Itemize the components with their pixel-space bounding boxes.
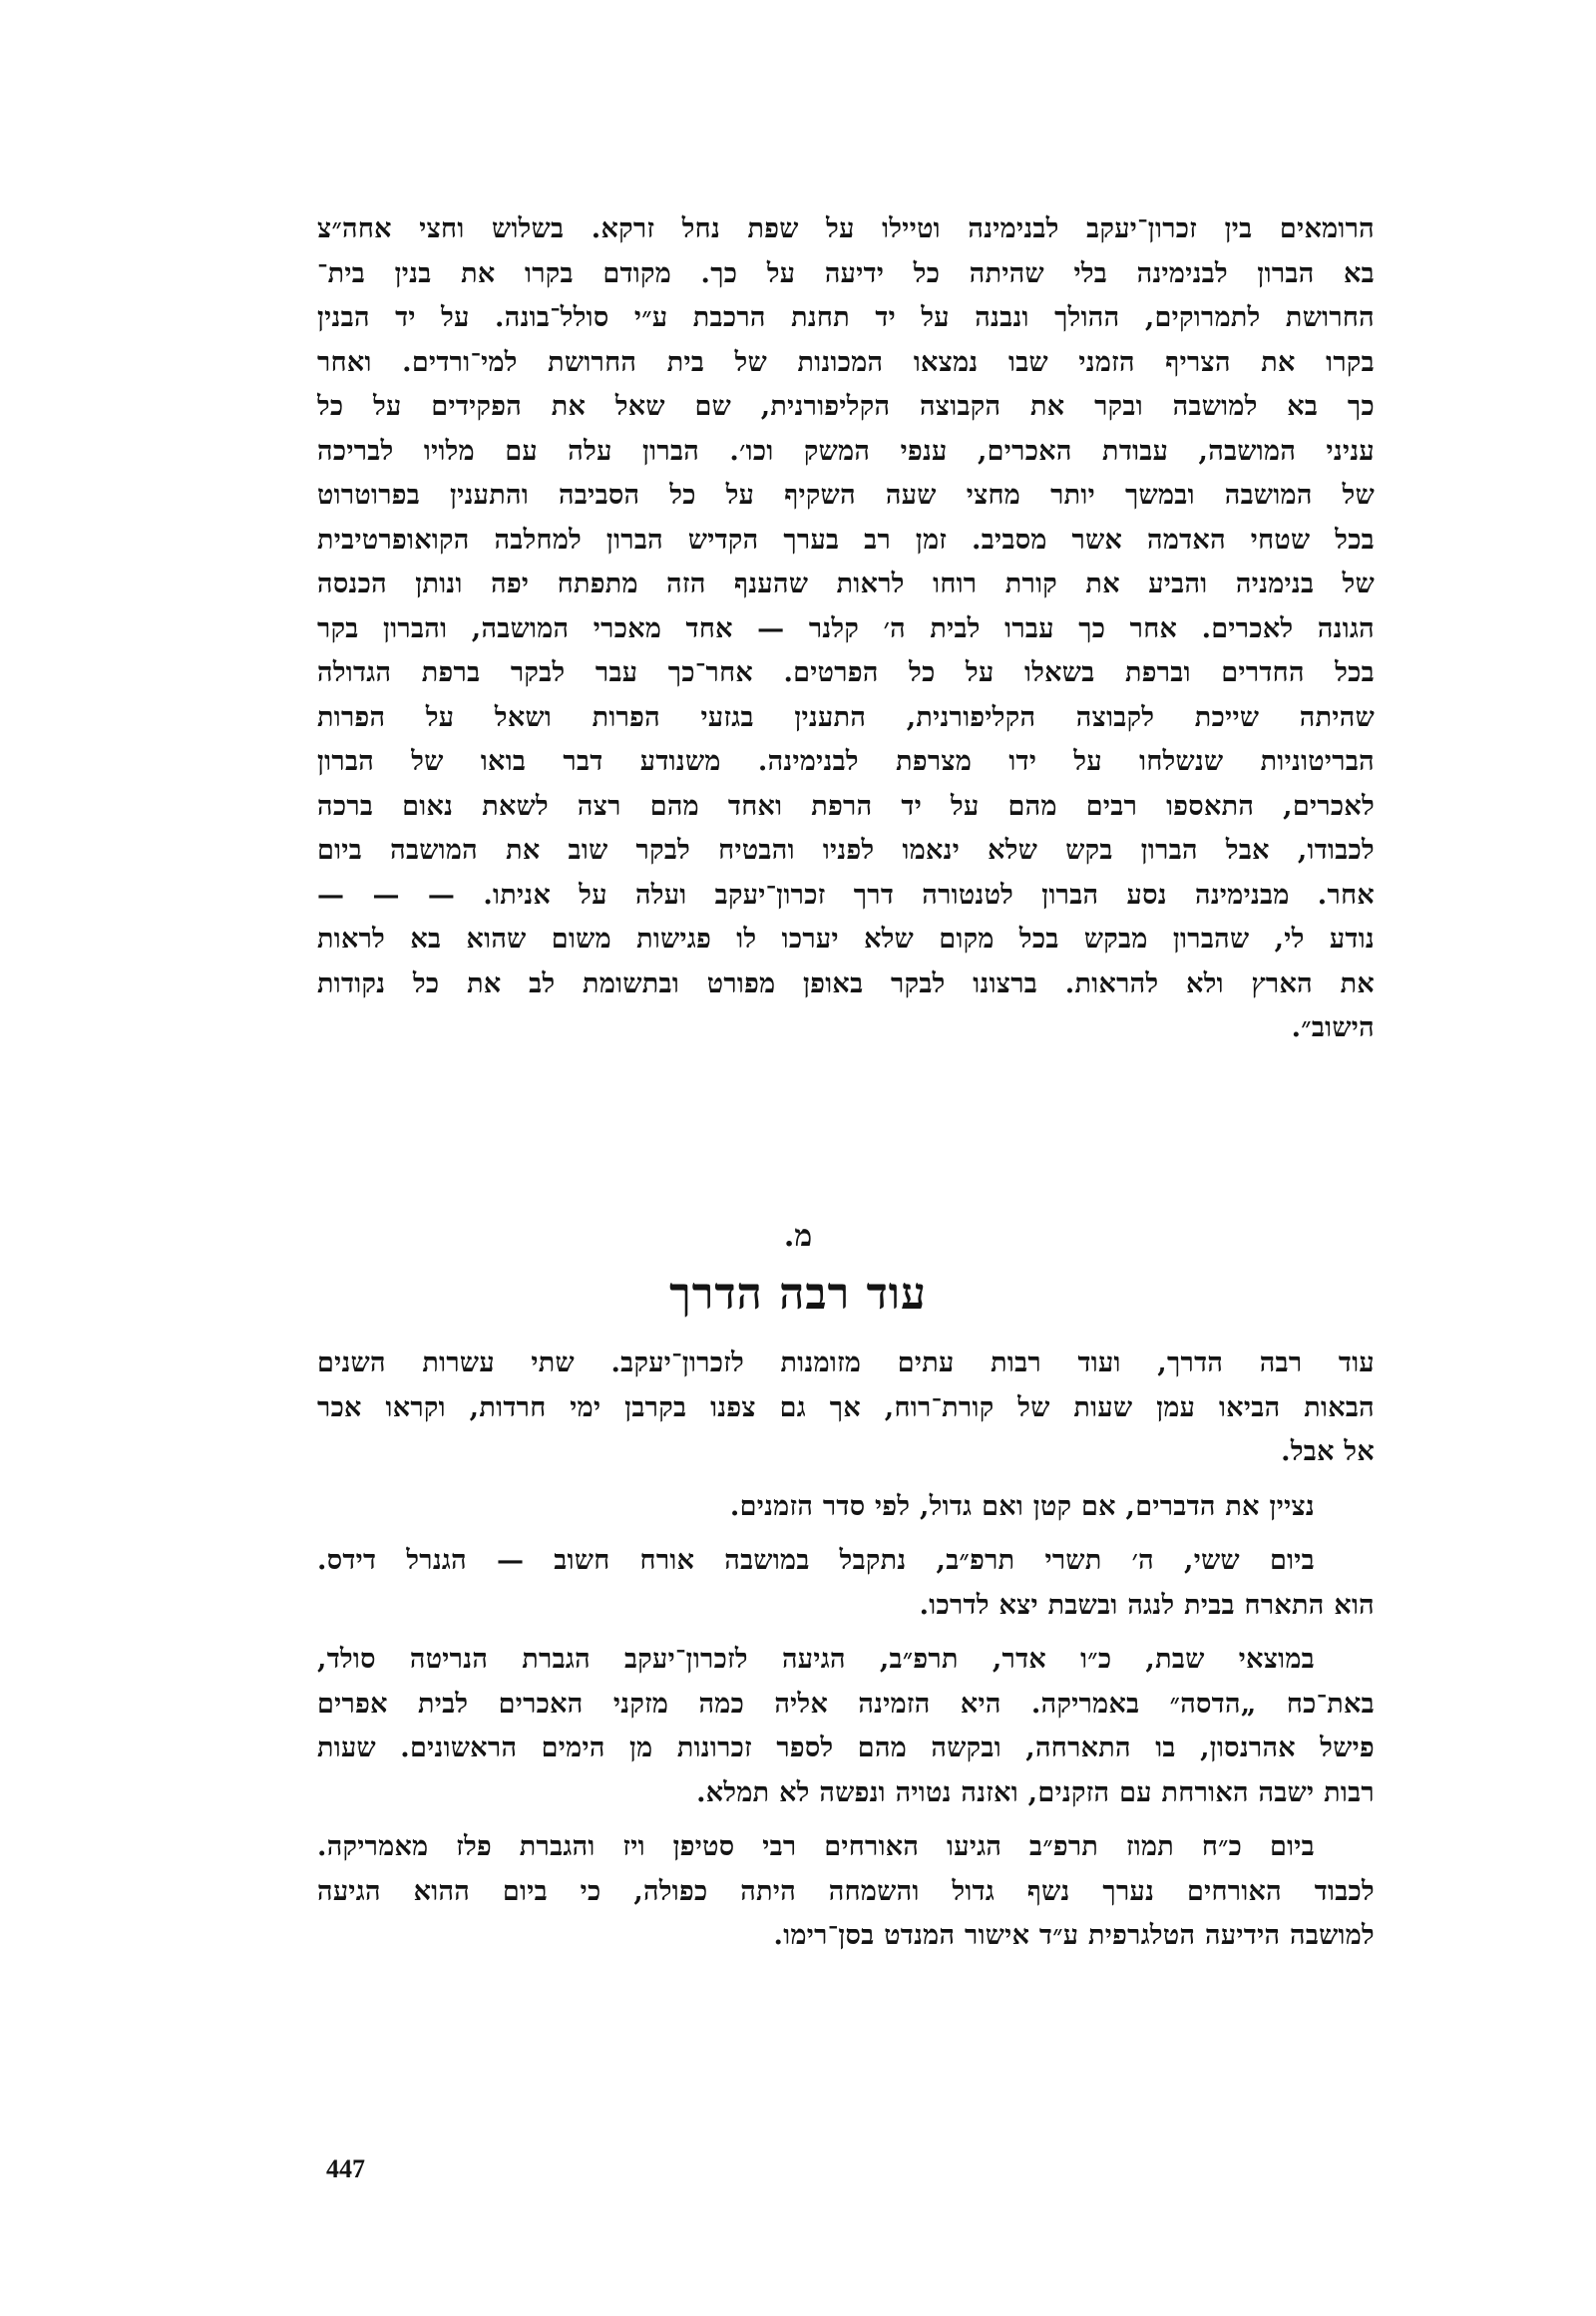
text-line: ביום כ״ח תמוז תרפ״ב הגיעו האורחים רבי סטיפן ויז והגברת פלז מאמריקה. bbox=[317, 1831, 1315, 1862]
section-number: מ. bbox=[783, 1219, 813, 1254]
text-line: הישוב״. bbox=[1291, 1012, 1375, 1043]
text-line: לכבוד האורחים נערך נשף גדול והשמחה היתה כפולה, כי ביום ההוא הגיעה bbox=[317, 1875, 1375, 1907]
text-line: עניני המושבה, עבודת האכרים, ענפי המשק וכו׳. הברון עלה עם מלויו לבריכה bbox=[317, 435, 1375, 467]
paragraph bbox=[317, 1638, 1375, 1815]
text-line: החרושת לתמרוקים, ההולך ונבנה על יד תחנת הרכבת ע״י סולל־בונה. על יד הבנין bbox=[317, 302, 1375, 333]
chapter-body bbox=[317, 1342, 1375, 1959]
text-line: אל אבל. bbox=[1281, 1436, 1375, 1467]
text-line: במוצאי שבת, כ״ו אדר, תרפ״ב, הגיעה לזכרון־יעקב הגברת הנריטה סולד, bbox=[317, 1644, 1315, 1675]
paragraph bbox=[317, 1342, 1375, 1475]
paragraph bbox=[317, 1539, 1375, 1628]
text-line: נציין את הדברים, אם קטן ואם גדול, לפי סדר הזמנים. bbox=[729, 1490, 1315, 1522]
text-line: לאכרים, התאספו רבים מהם על יד הרפת ואחד מהם רצה לשאת נאום ברכה bbox=[317, 790, 1375, 822]
chapter-title: עוד רבה הדרך bbox=[669, 1269, 927, 1320]
paragraph-gap bbox=[317, 1815, 1375, 1825]
text-line: באת־כח „הדסה״ באמריקה. היא הזמינה אליה כמה מזקני האכרים לבית אפרים bbox=[317, 1688, 1375, 1720]
paragraph bbox=[317, 1825, 1375, 1959]
text-line: ביום ששי, ה׳ תשרי תרפ״ב, נתקבל במושבה אורח חשוב — הגנרל דידס. bbox=[317, 1545, 1315, 1576]
top-paragraph bbox=[317, 207, 1375, 1051]
text-line: לכבודו, אבל הברון בקש שלא ינאמו לפניו והבטיח לבקר שוב את המושבה ביום bbox=[317, 835, 1375, 866]
paragraph-gap bbox=[317, 1529, 1375, 1539]
text-line: בכל החדרים וברפת בשאלו על כל הפרטים. אחר־כך עבר לבקר ברפת הגדולה bbox=[317, 657, 1375, 688]
paragraph-gap bbox=[317, 1628, 1375, 1638]
text-line: עוד רבה הדרך, ועוד רבות עתים מזומנות לזכרון־יעקב. שתי עשרות השנים bbox=[317, 1348, 1375, 1378]
text-line: של המושבה ובמשך יותר מחצי שעה השקיף על כל הסביבה והתענין בפרוטרוט bbox=[317, 480, 1375, 511]
text-line: בא הברון לבנימינה בלי שהיתה כל ידיעה על כך. מקודם בקרו את בנין בית־ bbox=[317, 257, 1375, 289]
text-line: בקרו את הצריף הזמני שבו נמצאו המכונות של בית החרושת למי־ורדים. ואחר bbox=[317, 346, 1375, 378]
text-line: הגונה לאכרים. אחר כך עברו לבית ה׳ קלנר — אחד מאכרי המושבה, והברון בקר bbox=[317, 612, 1375, 644]
text-line: למושבה הידיעה הטלגרפית ע״ד אישור המנדט בסן־רימו. bbox=[773, 1920, 1375, 1951]
text-line: שהיתה שייכת לקבוצה הקליפורנית, התענין בגזעי הפרות ושאל על הפרות bbox=[317, 701, 1375, 733]
text-line: נודע לי, שהברון מבקש בכל מקום שלא יערכו לו פגישות משום שהוא בא לראות bbox=[317, 924, 1375, 955]
text-line: בכל שטחי האדמה אשר מסביב. זמן רב בערך הקדיש הברון למחלבה הקואופרטיבית bbox=[317, 524, 1375, 556]
page-number: 447 bbox=[326, 2154, 365, 2183]
text-line: כך בא למושבה ובקר את הקבוצה הקליפורנית, שם שאל את הפקידים על כל bbox=[317, 391, 1375, 422]
text-line: של בנימניה והביע את קורת רוחו לראות שהענף הזה מתפתח יפה ונותן הכנסה bbox=[317, 569, 1375, 599]
text-line: אחר. מבנימינה נסע הברון לטנטורה דרך זכרון־יעקב ועלה על אניתו. — — — bbox=[317, 879, 1375, 911]
text-line: הבאות הביאו עמן שעות של קורת־רוח, אך גם צפנו בקרבן ימי חרדות, וקראו אכר bbox=[317, 1391, 1375, 1423]
text-line: רבות ישבה האורחת עם הזקנים, ואזנה נטויה ונפשה לא תמלא. bbox=[696, 1776, 1375, 1808]
text-line: הרומאים בין זכרון־יעקב לבנימינה וטיילו על שפת נחל זרקא. בשלוש וחצי אחה״צ bbox=[317, 213, 1375, 244]
text-line: הבריטוניות שנשלחו על ידו מצרפת לבנימינה. משנודע דבר בואו של הברון bbox=[317, 746, 1375, 777]
paragraph bbox=[317, 1485, 1375, 1530]
text-line: פישל אהרנסון, בו התארחה, ובקשה מהם לספר זכרונות מן הימים הראשונים. שעות bbox=[317, 1733, 1375, 1763]
text-line: את הארץ ולא להראות. ברצונו לבקר באופן מפורט ובתשומת לב את כל נקודות bbox=[317, 967, 1375, 999]
text-line: הוא התארח בבית לנגה ובשבת יצא לדרכו. bbox=[919, 1589, 1375, 1621]
paragraph-gap bbox=[317, 1475, 1375, 1485]
